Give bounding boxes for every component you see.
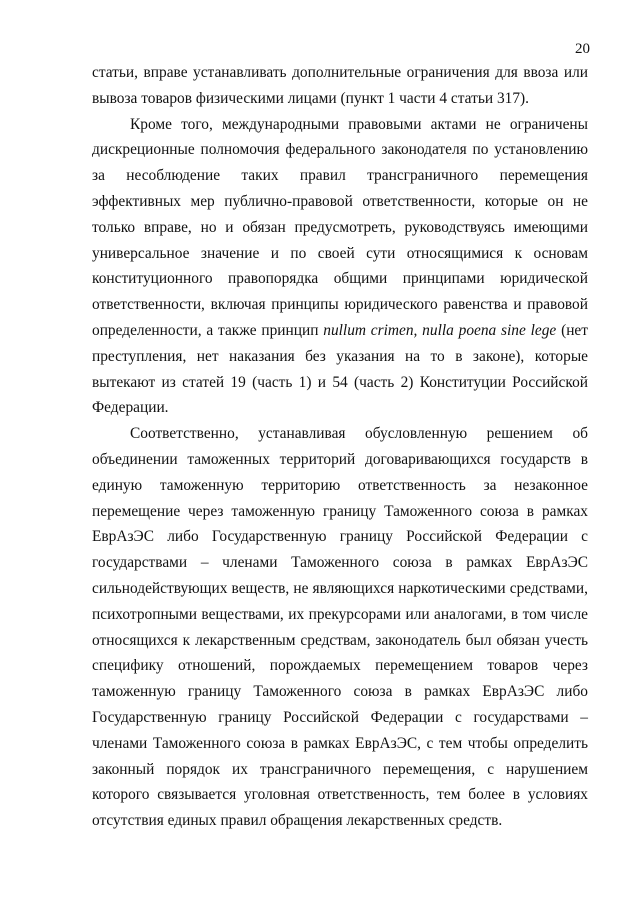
paragraph-text-after-latin: (нет преступления, нет наказания без указания на то в законе), которые вытекают из статей 19 (часть 1) и 54 (часть 2) Конституции Российской Федерации.	[92, 321, 588, 417]
paragraph-accordingly: Соответственно, устанавливая обусловленную решением об объединении таможенных территорий договаривающихся государств в единую таможенную территорию ответственность за незаконное перемещение через таможенную границу Таможенного союза в рамках ЕврАзЭС либо Государственную границу Российской Федерации с государствами – членами Таможенного союза в рамках ЕврАзЭС сильнодействующих веществ, не являющихся наркотическими средствами, психотропными веществами, их прекурсорами или аналогами, в том числе относящихся к лекарственным средствам, законодатель был обязан учесть специфику отношений, порождаемых перемещением товаров через таможенную границу Таможенного союза в рамках ЕврАзЭС либо Государственную границу Российской Федерации с государствами – членами Таможенного союза в рамках ЕврАзЭС, с тем чтобы определить законный порядок их трансграничного перемещения, с нарушением которого связывается уголовная ответственность, тем более в условиях отсутствия единых правил обращения лекарственных средств.	[92, 425, 588, 830]
latin-maxim: nullum crimen, nulla poena sine lege	[323, 321, 557, 339]
page-number: 20	[575, 41, 590, 57]
paragraph-continuation: статьи, вправе устанавливать дополнительные ограничения для ввоза или вывоза товаров физическими лицами (пункт 1 части 4 статьи 317).	[92, 64, 588, 107]
paragraph-international-acts	[92, 112, 588, 422]
document-body	[92, 60, 588, 834]
paragraph-text-before-latin: Кроме того, международными правовыми актами не ограничены дискреционные полномочия федерального законодателя по установлению за несоблюдение таких правил трансграничного перемещения эффективных мер публично-правовой ответственности, которые он не только вправе, но и обязан предусмотреть, руководствуясь имеющими универсальное значение и по своей сути относящимися к основам конституционного правопорядка общими принципами юридической ответственности, включая принципы юридического равенства и правовой определенности, а также принцип	[92, 115, 588, 339]
